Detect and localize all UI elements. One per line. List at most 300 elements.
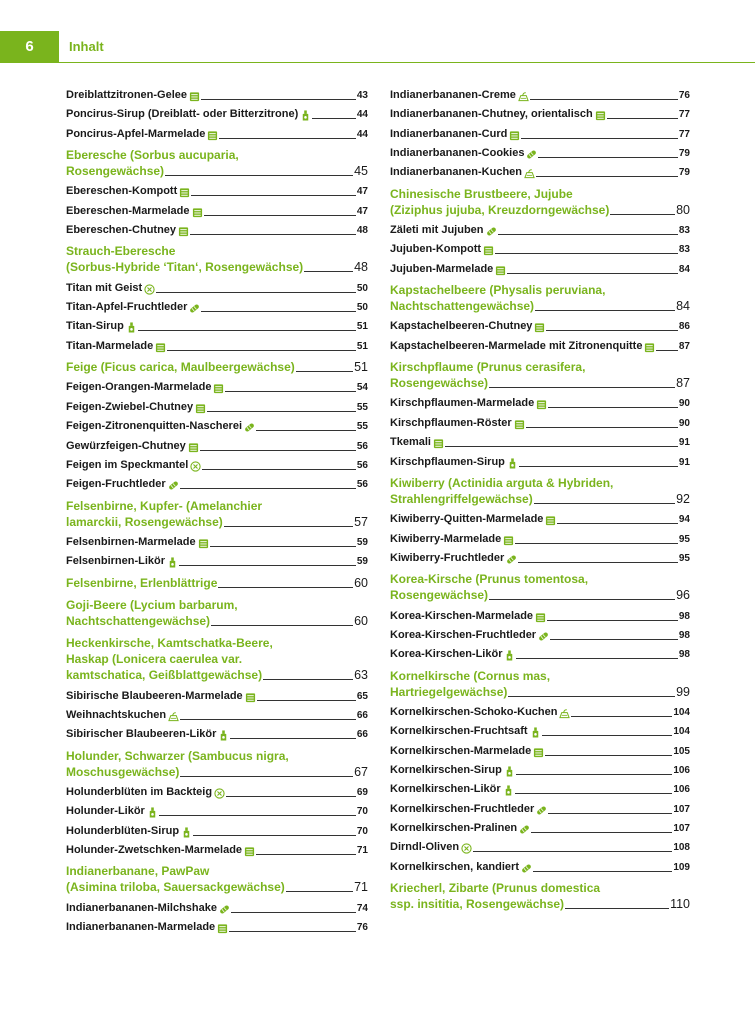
- entry-page: 83: [678, 244, 690, 256]
- toc-entry-ebereschen-kompott[interactable]: [66, 185, 368, 198]
- fruit-page: 60: [354, 613, 368, 628]
- entry-page: 104: [673, 726, 690, 738]
- fruit-heading-line: Kirschpflaume (Prunus cerasifera,: [390, 360, 586, 375]
- toc-entry-indianerbananen-creme[interactable]: [390, 89, 690, 102]
- fruit-heading-line: lamarckii, Rosengewächse): [66, 514, 223, 529]
- fruit-heading-line: (Sorbus-Hybride ‘Titan‘, Rosengewächse): [66, 260, 304, 275]
- entry-page: 47: [356, 205, 368, 217]
- dot-leader: [495, 253, 678, 254]
- toc-entry-kiwiberry-marmelade[interactable]: [390, 533, 690, 546]
- entry-page: 59: [356, 536, 368, 548]
- toc-entry-jujuben-kompott[interactable]: [390, 243, 690, 256]
- dot-leader: [156, 292, 356, 293]
- entry-title: Indianerbananen-Milchshake: [66, 901, 217, 914]
- entry-page: 109: [673, 861, 690, 873]
- entry-page: 56: [356, 459, 368, 471]
- entry-title: Kornelkirschen-Schoko-Kuchen: [390, 705, 558, 718]
- fruit-page: 71: [354, 880, 368, 895]
- entry-title: Felsenbirnen-Likör: [66, 555, 166, 568]
- dot-leader: [515, 543, 678, 544]
- entry-page: 91: [678, 456, 690, 468]
- toc-entry-kornelkirschen-marmelade[interactable]: [390, 745, 690, 758]
- entry-page: 106: [673, 784, 690, 796]
- entry-page: 98: [678, 610, 690, 622]
- toc-entry-holunderbluten-im-backteig[interactable]: [66, 786, 368, 799]
- entry-title: Kornelkirschen-Marmelade: [390, 744, 532, 757]
- toc-entry-feigen-fruchtleder[interactable]: [66, 478, 368, 491]
- dot-leader: [516, 774, 672, 775]
- entry-title: Dreiblattzitronen-Gelee: [66, 89, 188, 101]
- entry-title: Kirschpflaumen-Marmelade: [390, 397, 535, 410]
- entry-title: Zäleti mit Jujuben: [390, 224, 484, 237]
- dot-leader: [547, 620, 678, 621]
- cake-icon: [168, 711, 179, 722]
- toc-entry-kiwiberry-fruchtleder[interactable]: [390, 552, 690, 565]
- entry-page: 104: [673, 706, 690, 718]
- toc-entry-dreiblattzitronen-gelee[interactable]: [66, 89, 368, 102]
- jar-icon: [213, 383, 224, 394]
- entry-title: Kapstachelbeeren-Chutney: [390, 320, 533, 333]
- fruit-heading-line: Kapstachelbeere (Physalis peruviana,: [390, 283, 606, 298]
- entry-page: 51: [356, 340, 368, 352]
- dot-leader: [489, 387, 675, 388]
- entry-page: 90: [678, 417, 690, 429]
- entry-title: Indianerbananen-Cookies: [390, 147, 525, 160]
- jar-icon: [535, 612, 546, 623]
- entry-title: Kirschpflaumen-Röster: [390, 416, 512, 429]
- roll-icon: [536, 805, 547, 816]
- dot-leader: [518, 562, 678, 563]
- toc-column-right: [390, 89, 690, 918]
- toc-fruit-strauch-eberesche[interactable]: [66, 243, 368, 275]
- entry-title: Holunder-Likör: [66, 805, 145, 818]
- toc-entry-kornelkirschen-sirup[interactable]: [390, 764, 690, 777]
- dot-leader: [516, 658, 677, 659]
- fruit-heading-line: ssp. insititia, Rosengewächse): [390, 897, 565, 912]
- fruit-page: 63: [354, 668, 368, 683]
- entry-page: 70: [356, 825, 368, 837]
- dot-leader: [508, 696, 675, 697]
- fruit-heading-line: kamtschatica, Geißblattgewächse): [66, 668, 263, 683]
- toc-entry-titan-marmelade[interactable]: [66, 340, 368, 353]
- bottle-icon: [218, 730, 229, 741]
- bottle-icon: [507, 458, 518, 469]
- toc-entry-indianerbananen-chutney-orientalisch[interactable]: [390, 108, 690, 121]
- entry-page: 79: [678, 167, 690, 179]
- entry-title: Titan-Sirup: [66, 320, 124, 333]
- toc-fruit-kapstachelbeere-physalis-peruviana[interactable]: [390, 282, 690, 314]
- entry-page: 90: [678, 398, 690, 410]
- dot-leader: [304, 271, 353, 272]
- fruit-heading-line: (Ziziphus jujuba, Kreuzdorngewächse): [390, 202, 610, 217]
- dot-leader: [231, 912, 356, 913]
- jar-icon: [195, 403, 206, 414]
- header-divider: [59, 62, 755, 63]
- fruit-page: 57: [354, 514, 368, 529]
- bottle-icon: [181, 827, 192, 838]
- toc-entry-indianerbananen-milchshake[interactable]: [66, 902, 368, 915]
- dot-leader: [193, 835, 356, 836]
- entry-title: Ebereschen-Kompott: [66, 185, 178, 198]
- entry-page: 56: [356, 440, 368, 452]
- bottle-icon: [167, 557, 178, 568]
- entry-title: Holunder-Zwetschken-Marmelade: [66, 844, 243, 856]
- dot-leader: [548, 407, 678, 408]
- jar-icon: [433, 438, 444, 449]
- entry-page: 43: [356, 90, 368, 101]
- bottle-icon: [530, 727, 541, 738]
- dot-leader: [538, 157, 677, 158]
- dot-leader: [191, 195, 356, 196]
- entry-title: Kiwiberry-Quitten-Marmelade: [390, 513, 544, 526]
- toc-entry-gewurzfeigen-chutney[interactable]: [66, 440, 368, 453]
- toc-entry-korea-kirschen-likor[interactable]: [390, 648, 690, 661]
- jar-icon: [533, 747, 544, 758]
- dot-leader: [445, 446, 678, 447]
- toc-entry-sibirischer-blaubeeren-likor[interactable]: [66, 728, 368, 741]
- toc-entry-indianerbananen-cookies[interactable]: [390, 147, 690, 160]
- toc-entry-kornelkirschen-schoko-kuchen[interactable]: [390, 706, 690, 719]
- entry-page: 44: [356, 128, 368, 140]
- toc-entry-kapstachelbeeren-chutney[interactable]: [390, 320, 690, 333]
- entry-title: Feigen-Zitronenquitten-Nascherei: [66, 420, 243, 433]
- toc-entry-weihnachtskuchen[interactable]: [66, 709, 368, 722]
- toc-entry-kirschpflaumen-sirup[interactable]: [390, 456, 690, 469]
- fruit-heading-line: Kiwiberry (Actinidia arguta & Hybriden,: [390, 475, 614, 490]
- entry-title: Indianerbananen-Creme: [390, 89, 516, 101]
- toc-entry-kornelkirschen-pralinen[interactable]: [390, 822, 690, 835]
- entry-page: 65: [356, 690, 368, 702]
- toc-fruit-holunder-schwarzer-sambucus-nigra[interactable]: [66, 748, 368, 780]
- fruit-heading-line: Rosengewächse): [66, 164, 165, 179]
- entry-page: 87: [678, 340, 690, 352]
- page-number: 6: [0, 31, 59, 63]
- fruit-heading-line: Indianerbanane, PawPaw: [66, 864, 210, 879]
- toc-entry-kirschpflaumen-roster[interactable]: [390, 417, 690, 430]
- dot-leader: [519, 466, 678, 467]
- toc-entry-indianerbananen-curd[interactable]: [390, 128, 690, 141]
- toc-fruit-felsenbirne-erlenblattrige[interactable]: [66, 575, 368, 591]
- jar-icon: [198, 538, 209, 549]
- entry-page: 76: [678, 90, 690, 101]
- roll-icon: [244, 422, 255, 433]
- toc-entry-indianerbananen-kuchen[interactable]: [390, 166, 690, 179]
- entry-title: Dirndl-Oliven: [390, 841, 460, 854]
- entry-title: Indianerbananen-Curd: [390, 127, 508, 140]
- toc-entry-titan-apfel-fruchtleder[interactable]: [66, 301, 368, 314]
- section-title: Inhalt: [69, 39, 104, 54]
- toc-entry-kornelkirschen-fruchtleder[interactable]: [390, 803, 690, 816]
- toc-entry-poncirus-sirup-dreiblatt-oder-bitterzitr[interactable]: [66, 108, 368, 121]
- entry-page: 47: [356, 186, 368, 198]
- cake-icon: [518, 91, 529, 102]
- entry-title: Korea-Kirschen-Likör: [390, 648, 503, 661]
- toc-entry-feigen-zwiebel-chutney[interactable]: [66, 401, 368, 414]
- fruit-heading-line: Eberesche (Sorbus aucuparia,: [66, 148, 239, 163]
- jar-icon: [514, 419, 525, 430]
- entry-title: Kornelkirschen, kandiert: [390, 860, 519, 873]
- bottle-icon: [126, 322, 137, 333]
- entry-page: 79: [678, 148, 690, 160]
- toc-entry-ebereschen-chutney[interactable]: [66, 224, 368, 237]
- jar-icon: [509, 130, 520, 141]
- bottle-icon: [504, 650, 515, 661]
- fruit-heading-line: Heckenkirsche, Kamtschatka-Beere,: [66, 636, 273, 651]
- entry-title: Holunderblüten im Backteig: [66, 785, 213, 798]
- entry-page: 51: [356, 321, 368, 333]
- entry-title: Indianerbananen-Marmelade: [66, 921, 216, 934]
- plate-icon: [144, 284, 155, 295]
- dot-leader: [230, 738, 355, 739]
- bottle-icon: [503, 785, 514, 796]
- toc-entry-titan-sirup[interactable]: [66, 320, 368, 333]
- toc-entry-sibirische-blaubeeren-marmelade[interactable]: [66, 690, 368, 703]
- entry-page: 71: [356, 845, 368, 856]
- entry-page: 94: [678, 514, 690, 526]
- entry-page: 66: [356, 709, 368, 721]
- roll-icon: [526, 149, 537, 160]
- toc-entry-titan-mit-geist[interactable]: [66, 282, 368, 295]
- toc-column-left: [66, 89, 368, 940]
- toc-entry-tkemali[interactable]: [390, 436, 690, 449]
- entry-title: Gewürzfeigen-Chutney: [66, 439, 186, 452]
- fruit-heading-line: Felsenbirne, Erlenblättrige: [66, 575, 218, 590]
- dot-leader: [224, 526, 353, 527]
- plate-icon: [461, 843, 472, 854]
- toc-entry-jujuben-marmelade[interactable]: [390, 263, 690, 276]
- toc-entry-kornelkirschen-kandiert[interactable]: [390, 861, 690, 874]
- entry-page: 48: [356, 225, 368, 237]
- entry-title: Feigen-Zwiebel-Chutney: [66, 400, 194, 413]
- cake-icon: [524, 168, 535, 179]
- dot-leader: [610, 214, 675, 215]
- jar-icon: [644, 342, 655, 353]
- entry-title: Korea-Kirschen-Fruchtleder: [390, 628, 537, 641]
- dot-leader: [207, 411, 356, 412]
- jar-icon: [189, 91, 200, 102]
- jar-icon: [179, 187, 190, 198]
- toc-entry-feigen-orangen-marmelade[interactable]: [66, 381, 368, 394]
- entry-page: 95: [678, 552, 690, 564]
- dot-leader: [256, 854, 356, 855]
- dot-leader: [533, 871, 672, 872]
- fruit-heading-line: Rosengewächse): [390, 376, 489, 391]
- toc-fruit-korea-kirsche-prunus-tomentosa[interactable]: [390, 571, 690, 603]
- dot-leader: [167, 350, 356, 351]
- entry-title: Kiwiberry-Fruchtleder: [390, 551, 505, 564]
- entry-title: Indianerbananen-Chutney, orientalisch: [390, 108, 593, 121]
- dot-leader: [211, 625, 353, 626]
- entry-title: Tkemali: [390, 436, 431, 449]
- toc-entry-dirndl-oliven[interactable]: [390, 841, 690, 854]
- fruit-heading-line: (Asimina triloba, Sauersackgewächse): [66, 880, 285, 895]
- dot-leader: [201, 311, 355, 312]
- dot-leader: [210, 546, 356, 547]
- toc-entry-zaleti-mit-jujuben[interactable]: [390, 224, 690, 237]
- cake-icon: [559, 708, 570, 719]
- entry-page: 55: [356, 401, 368, 413]
- entry-page: 70: [356, 806, 368, 818]
- dot-leader: [226, 796, 356, 797]
- fruit-page: 48: [354, 260, 368, 275]
- toc-entry-korea-kirschen-fruchtleder[interactable]: [390, 629, 690, 642]
- entry-page: 59: [356, 556, 368, 568]
- entry-page: 74: [356, 902, 368, 914]
- dot-leader: [473, 851, 672, 852]
- dot-leader: [571, 716, 672, 717]
- entry-title: Feigen-Orangen-Marmelade: [66, 381, 212, 394]
- jar-icon: [217, 923, 228, 934]
- toc-fruit-kiwiberry-actinidia-arguta-hybriden[interactable]: [390, 475, 690, 507]
- bottle-icon: [147, 807, 158, 818]
- dot-leader: [546, 330, 677, 331]
- fruit-page: 110: [670, 897, 690, 912]
- toc-entry-poncirus-apfel-marmelade[interactable]: [66, 128, 368, 141]
- dot-leader: [557, 523, 677, 524]
- roll-icon: [538, 631, 549, 642]
- roll-icon: [219, 904, 230, 915]
- jar-icon: [178, 226, 189, 237]
- dot-leader: [180, 719, 356, 720]
- toc-entry-ebereschen-marmelade[interactable]: [66, 205, 368, 218]
- jar-icon: [534, 322, 545, 333]
- dot-leader: [548, 813, 672, 814]
- dot-leader: [542, 735, 673, 736]
- entry-title: Jujuben-Marmelade: [390, 262, 494, 275]
- dot-leader: [204, 215, 356, 216]
- dot-leader: [286, 891, 353, 892]
- jar-icon: [188, 442, 199, 453]
- fruit-page: 96: [676, 588, 690, 603]
- entry-page: 56: [356, 479, 368, 491]
- toc-entry-korea-kirschen-marmelade[interactable]: [390, 610, 690, 623]
- toc-entry-felsenbirnen-likor[interactable]: [66, 555, 368, 568]
- dot-leader: [296, 371, 353, 372]
- entry-page: 98: [678, 629, 690, 641]
- dot-leader: [312, 118, 356, 119]
- entry-page: 108: [673, 842, 690, 854]
- toc-fruit-chinesische-brustbeere-jujube[interactable]: [390, 186, 690, 218]
- fruit-heading-line: Rosengewächse): [390, 588, 489, 603]
- toc-entry-felsenbirnen-marmelade[interactable]: [66, 536, 368, 549]
- entry-page: 83: [678, 225, 690, 237]
- jar-icon: [155, 342, 166, 353]
- toc-fruit-goji-beere-lycium-barbarum[interactable]: [66, 597, 368, 629]
- toc-fruit-eberesche-sorbus-aucuparia[interactable]: [66, 147, 368, 179]
- entry-title: Sibirischer Blaubeeren-Likör: [66, 728, 217, 741]
- entry-title: Sibirische Blaubeeren-Marmelade: [66, 689, 243, 702]
- entry-page: 54: [356, 382, 368, 394]
- fruit-page: 67: [354, 764, 368, 779]
- toc-entry-kornelkirschen-fruchtsaft[interactable]: [390, 725, 690, 738]
- bottle-icon: [300, 110, 311, 121]
- entry-title: Kapstachelbeeren-Marmelade mit Zitronenquitte: [390, 339, 643, 352]
- dot-leader: [165, 175, 353, 176]
- entry-page: 95: [678, 533, 690, 545]
- plate-icon: [214, 788, 225, 799]
- entry-title: Titan mit Geist: [66, 281, 143, 294]
- toc-entry-kapstachelbeeren-marmelade-mit-zitronenq[interactable]: [390, 340, 690, 353]
- toc-fruit-indianerbanane-pawpaw[interactable]: [66, 863, 368, 895]
- dot-leader: [498, 234, 678, 235]
- dot-leader: [159, 815, 356, 816]
- toc-entry-kirschpflaumen-marmelade[interactable]: [390, 397, 690, 410]
- toc-fruit-heckenkirsche-kamtschatka-beere[interactable]: [66, 635, 368, 683]
- entry-page: 105: [673, 745, 690, 757]
- roll-icon: [519, 824, 530, 835]
- entry-title: Titan-Apfel-Fruchtleder: [66, 301, 188, 314]
- entry-title: Kirschpflaumen-Sirup: [390, 455, 505, 468]
- fruit-page: 51: [354, 360, 368, 375]
- fruit-heading-line: Hartriegelgewächse): [390, 684, 508, 699]
- entry-title: Holunderblüten-Sirup: [66, 824, 180, 837]
- entry-title: Kornelkirschen-Fruchtleder: [390, 802, 535, 815]
- toc-entry-feigen-im-speckmantel[interactable]: [66, 459, 368, 472]
- entry-title: Indianerbananen-Kuchen: [390, 166, 523, 179]
- jar-icon: [483, 245, 494, 256]
- entry-title: Weihnachtskuchen: [66, 708, 167, 721]
- fruit-heading-line: Haskap (Lonicera caerulea var.: [66, 652, 243, 667]
- toc-fruit-feige-ficus-carica-maulbeergewachse[interactable]: [66, 359, 368, 375]
- toc-entry-kornelkirschen-likor[interactable]: [390, 783, 690, 796]
- fruit-heading-line: Holunder, Schwarzer (Sambucus nigra,: [66, 748, 289, 763]
- fruit-heading-line: Feige (Ficus carica, Maulbeergewächse): [66, 360, 295, 375]
- dot-leader: [225, 391, 355, 392]
- toc-entry-indianerbananen-marmelade[interactable]: [66, 921, 368, 934]
- dot-leader: [526, 427, 678, 428]
- toc-fruit-kriecherl-zibarte-prunus-domestica[interactable]: [390, 880, 690, 912]
- fruit-heading-line: Moschusgewächse): [66, 764, 180, 779]
- roll-icon: [189, 303, 200, 314]
- dot-leader: [489, 599, 675, 600]
- fruit-page: 45: [354, 164, 368, 179]
- toc-fruit-felsenbirne-kupfer-amelanchier[interactable]: [66, 498, 368, 530]
- toc-fruit-kornelkirsche-cornus-mas[interactable]: [390, 668, 690, 700]
- dot-leader: [535, 310, 675, 311]
- jar-icon: [245, 692, 256, 703]
- dot-leader: [530, 99, 678, 100]
- roll-icon: [168, 480, 179, 491]
- toc-entry-feigen-zitronenquitten-nascherei[interactable]: [66, 420, 368, 433]
- dot-leader: [550, 639, 678, 640]
- fruit-page: 60: [354, 575, 368, 590]
- fruit-heading-line: Strahlengriffelgewächse): [390, 491, 533, 506]
- entry-page: 107: [673, 823, 690, 834]
- entry-title: Kornelkirschen-Sirup: [390, 763, 502, 776]
- toc-fruit-kirschpflaume-prunus-cerasifera[interactable]: [390, 359, 690, 391]
- toc-entry-holunderbluten-sirup[interactable]: [66, 825, 368, 838]
- dot-leader: [218, 587, 353, 588]
- entry-page: 69: [356, 786, 368, 798]
- entry-page: 84: [678, 263, 690, 275]
- entry-page: 55: [356, 421, 368, 433]
- entry-page: 76: [356, 922, 368, 934]
- toc-entry-holunder-zwetschken-marmelade[interactable]: [66, 844, 368, 857]
- dot-leader: [545, 755, 672, 756]
- dot-leader: [180, 776, 353, 777]
- entry-title: Poncirus-Apfel-Marmelade: [66, 127, 206, 140]
- toc-entry-kiwiberry-quitten-marmelade[interactable]: [390, 513, 690, 526]
- roll-icon: [486, 226, 497, 237]
- roll-icon: [521, 863, 532, 874]
- entry-title: Kornelkirschen-Likör: [390, 783, 501, 796]
- toc-entry-holunder-likor[interactable]: [66, 805, 368, 818]
- dot-leader: [190, 234, 356, 235]
- bottle-icon: [504, 766, 515, 777]
- fruit-heading-line: Korea-Kirsche (Prunus tomentosa,: [390, 572, 589, 587]
- roll-icon: [506, 554, 517, 565]
- entry-page: 91: [678, 437, 690, 449]
